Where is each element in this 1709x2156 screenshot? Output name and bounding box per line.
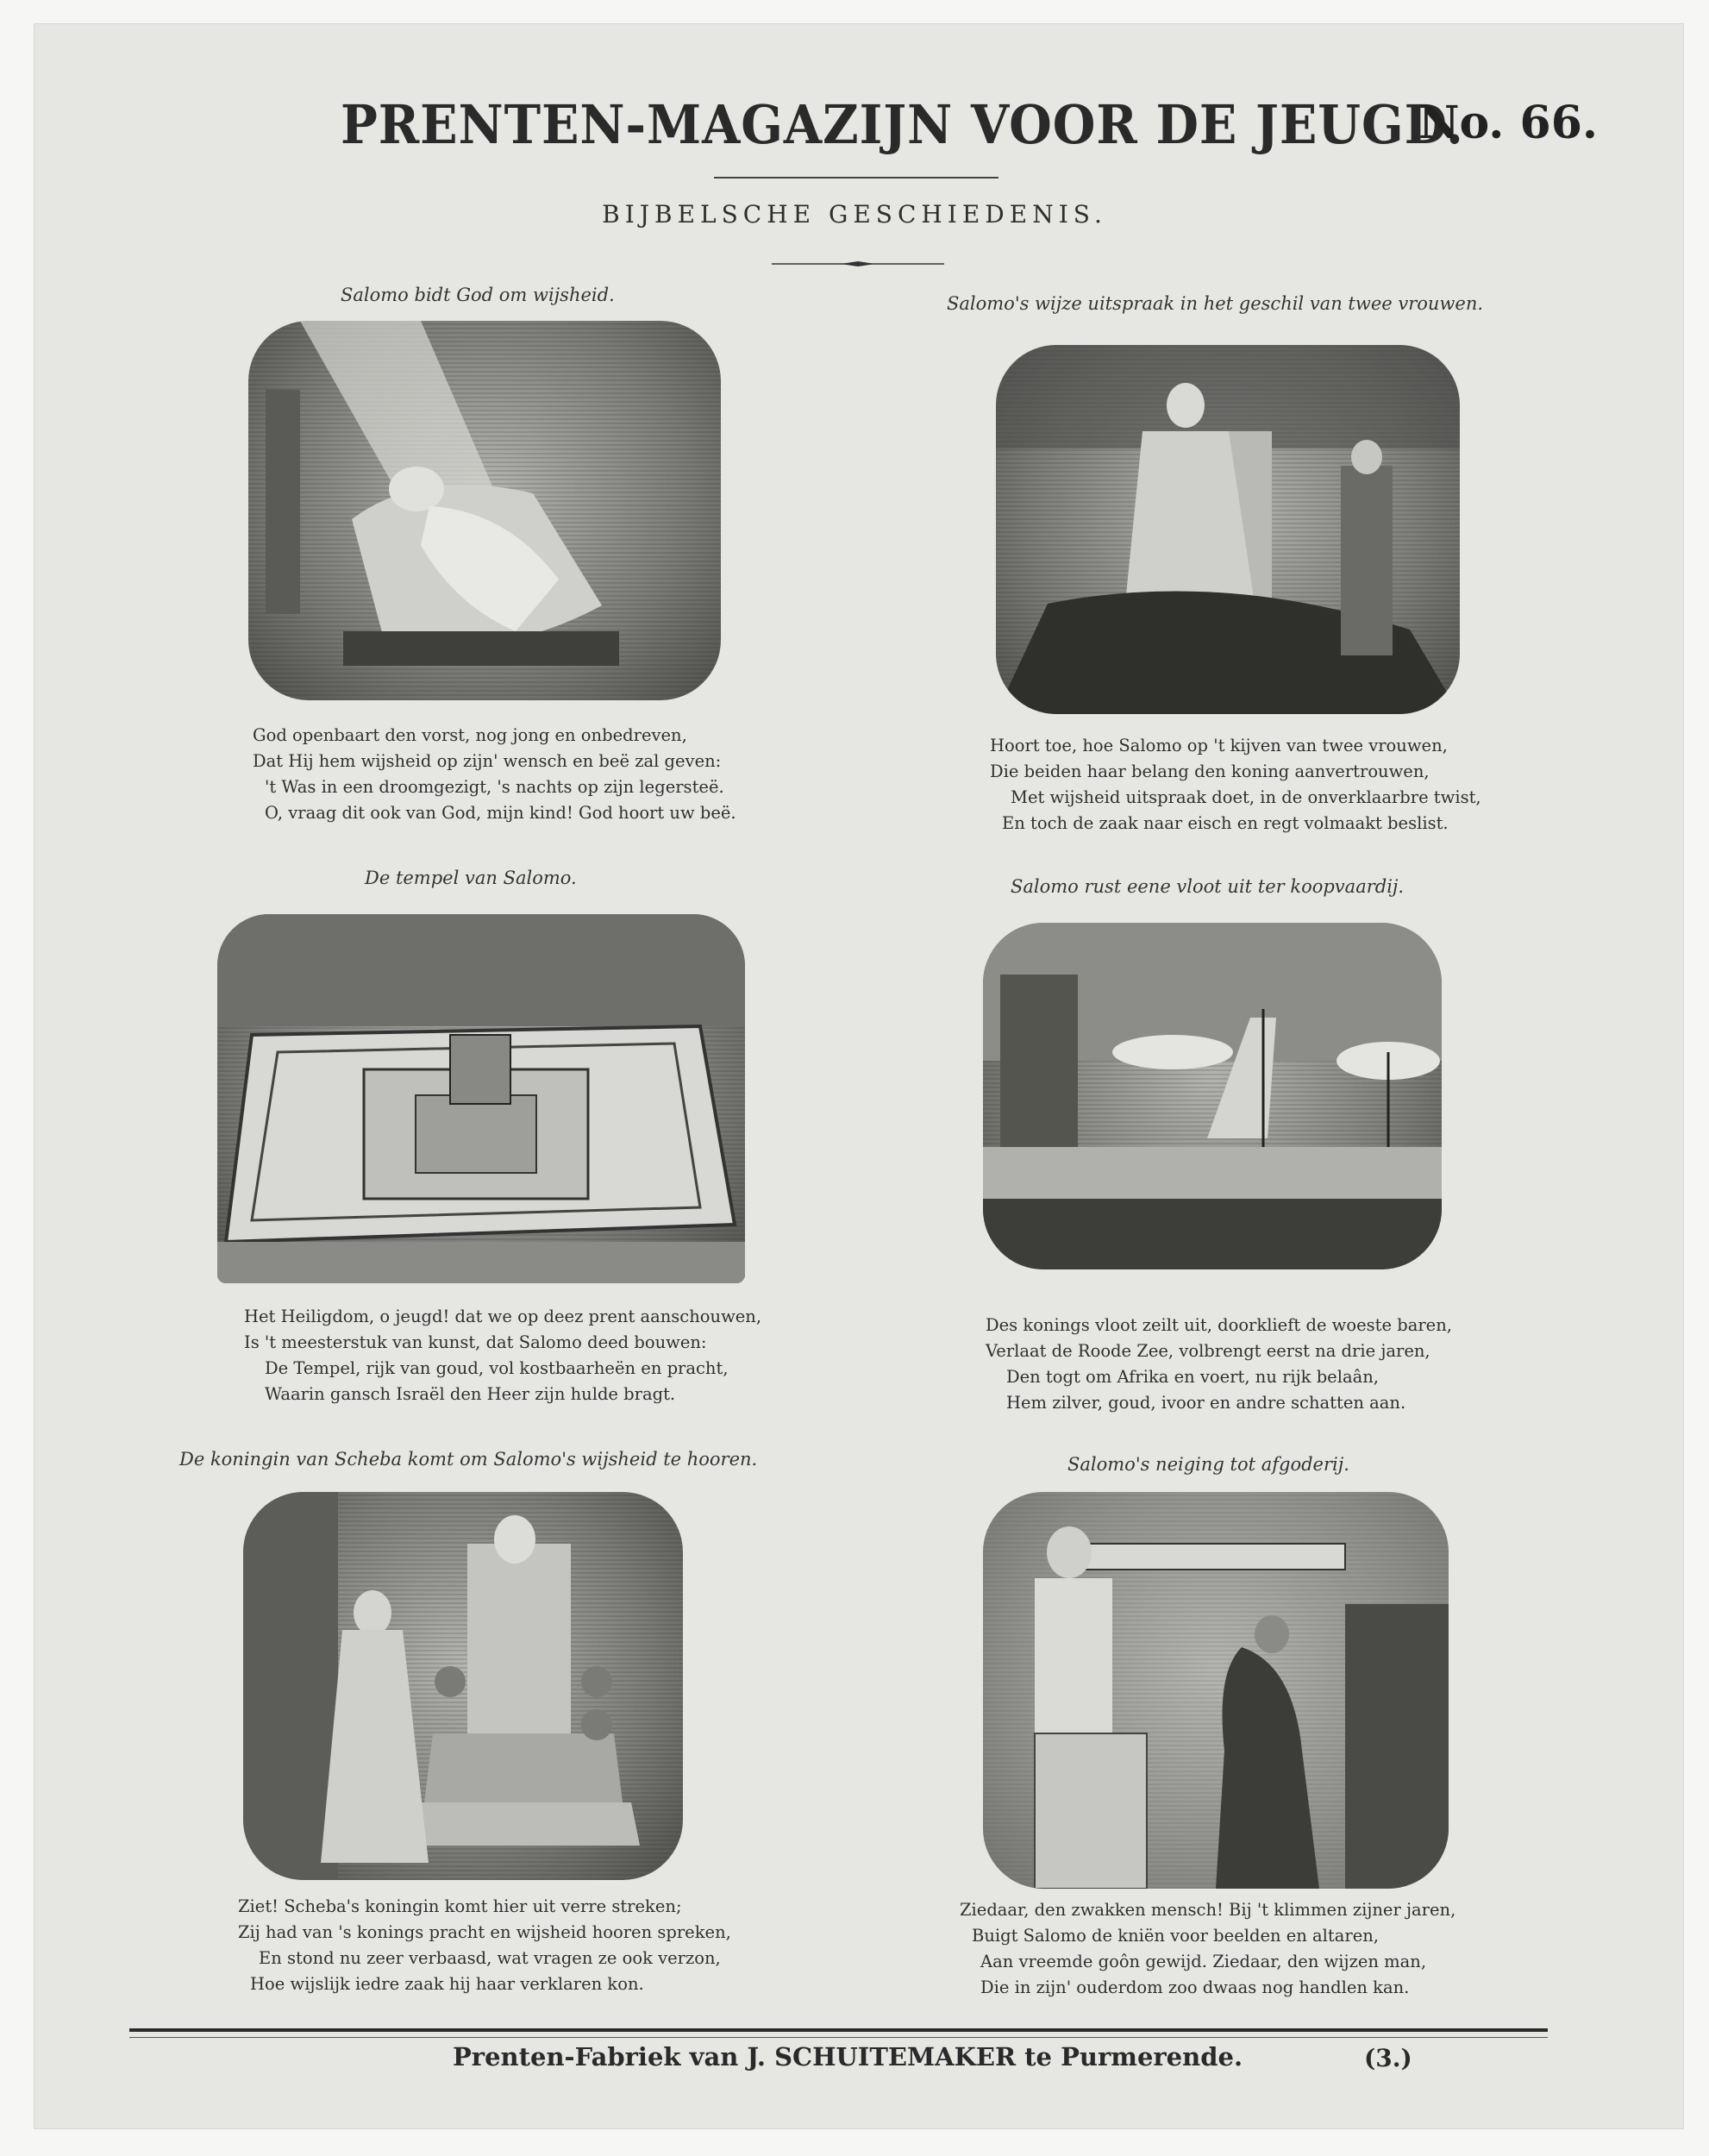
panel-3-verse bbox=[244, 1304, 761, 1407]
verse-line: God openbaart den vorst, nog jong en onbedreven, bbox=[253, 725, 687, 745]
verse-line: En stond nu zeer verbaasd, wat vragen ze ook verzon, bbox=[259, 1948, 721, 1968]
subtitle: BIJBELSCHE GESCHIEDENIS. bbox=[602, 200, 1107, 229]
verse-line: Die beiden haar belang den koning aanvertrouwen, bbox=[990, 761, 1430, 781]
footer-rule-thin bbox=[129, 2037, 1548, 2038]
panel-6-caption: Salomo's neiging tot afgoderij. bbox=[1067, 1454, 1349, 1475]
verse-line: Des konings vloot zeilt uit, doorklieft de woeste baren, bbox=[986, 1315, 1452, 1335]
panel-1-verse bbox=[253, 723, 736, 826]
panel-3-illustration bbox=[217, 914, 745, 1283]
verse-line: 't Was in een droomgezigt, 's nachts op zijn legersteë. bbox=[265, 777, 724, 797]
sleeping-king-engraving bbox=[248, 321, 721, 700]
panel-4-illustration bbox=[983, 923, 1442, 1269]
verse-line: Hoort toe, hoe Salomo op 't kijven van twee vrouwen, bbox=[990, 736, 1448, 755]
verse-line: Aan vreemde goôn gewijd. Ziedaar, den wijzen man, bbox=[980, 1952, 1427, 1971]
footer-rule bbox=[129, 2028, 1548, 2032]
panel-1-caption: Salomo bidt God om wijsheid. bbox=[341, 285, 615, 305]
verse-line: Het Heiligdom, o jeugd! dat we op deez prent aanschouwen, bbox=[244, 1307, 762, 1326]
publisher-line: Prenten-Fabriek van J. SCHUITEMAKER te Purmerende. bbox=[453, 2042, 1243, 2071]
panel-5-illustration bbox=[243, 1492, 683, 1880]
issue-number: No. 66. bbox=[1418, 97, 1598, 149]
temple-engraving bbox=[217, 914, 745, 1283]
panel-3-caption: De tempel van Salomo. bbox=[365, 868, 577, 888]
verse-line: Verlaat de Roode Zee, volbrengt eerst na drie jaren, bbox=[986, 1341, 1430, 1361]
panel-2-illustration bbox=[996, 345, 1460, 714]
idolatry-engraving bbox=[983, 1492, 1449, 1889]
ornament-rule bbox=[772, 261, 944, 266]
panel-6-verse bbox=[960, 1897, 1455, 2001]
panel-1-illustration bbox=[248, 321, 721, 700]
verse-line: Met wijsheid uitspraak doet, in de onverklaarbre twist, bbox=[1011, 787, 1481, 807]
verse-line: Hem zilver, goud, ivoor en andre schatten aan. bbox=[1006, 1393, 1406, 1413]
verse-line: En toch de zaak naar eisch en regt volmaakt beslist. bbox=[1002, 813, 1449, 833]
verse-line: Buigt Salomo de kniën voor beelden en altaren, bbox=[972, 1926, 1379, 1946]
verse-line: Die in zijn' ouderdom zoo dwaas nog handlen kan. bbox=[980, 1977, 1410, 1997]
panel-2-caption: Salomo's wijze uitspraak in het geschil van twee vrouwen. bbox=[947, 293, 1484, 314]
verse-line: Dat Hij hem wijsheid op zijn' wensch en beë zal geven: bbox=[253, 751, 722, 771]
panel-4-caption: Salomo rust eene vloot uit ter koopvaardij. bbox=[1011, 876, 1405, 897]
verse-line: De Tempel, rijk van goud, vol kostbaarheën en pracht, bbox=[265, 1358, 729, 1378]
verse-line: Hoe wijslijk iedre zaak hij haar verklaren kon. bbox=[250, 1974, 644, 1994]
verse-line: Is 't meesterstuk van kunst, dat Salomo deed bouwen: bbox=[244, 1332, 707, 1352]
page-title: PRENTEN-MAGAZIJN VOOR DE JEUGD. bbox=[341, 93, 1464, 156]
queen-of-sheba-engraving bbox=[243, 1492, 683, 1880]
verse-line: Zij had van 's konings pracht en wijsheid hooren spreken, bbox=[238, 1922, 731, 1942]
verse-line: O, vraag dit ook van God, mijn kind! God hoort uw beë. bbox=[265, 803, 736, 823]
verse-line: Ziet! Scheba's koningin komt hier uit verre streken; bbox=[238, 1896, 682, 1916]
verse-line: Ziedaar, den zwakken mensch! Bij 't klimmen zijner jaren, bbox=[960, 1900, 1456, 1920]
judgement-engraving bbox=[996, 345, 1460, 714]
panel-5-verse bbox=[238, 1894, 731, 1997]
verse-line: Waarin gansch Israël den Heer zijn hulde bragt. bbox=[265, 1384, 676, 1404]
panel-2-verse bbox=[990, 733, 1481, 837]
title-rule bbox=[714, 177, 998, 179]
panel-5-caption: De koningin van Scheba komt om Salomo's wijsheid te hooren. bbox=[179, 1449, 758, 1470]
panel-4-verse bbox=[986, 1313, 1452, 1416]
panel-6-illustration bbox=[983, 1492, 1449, 1889]
verse-line: Den togt om Afrika en voert, nu rijk belaân, bbox=[1006, 1367, 1379, 1387]
page-number: (3.) bbox=[1364, 2044, 1412, 2072]
fleet-engraving bbox=[983, 923, 1442, 1269]
